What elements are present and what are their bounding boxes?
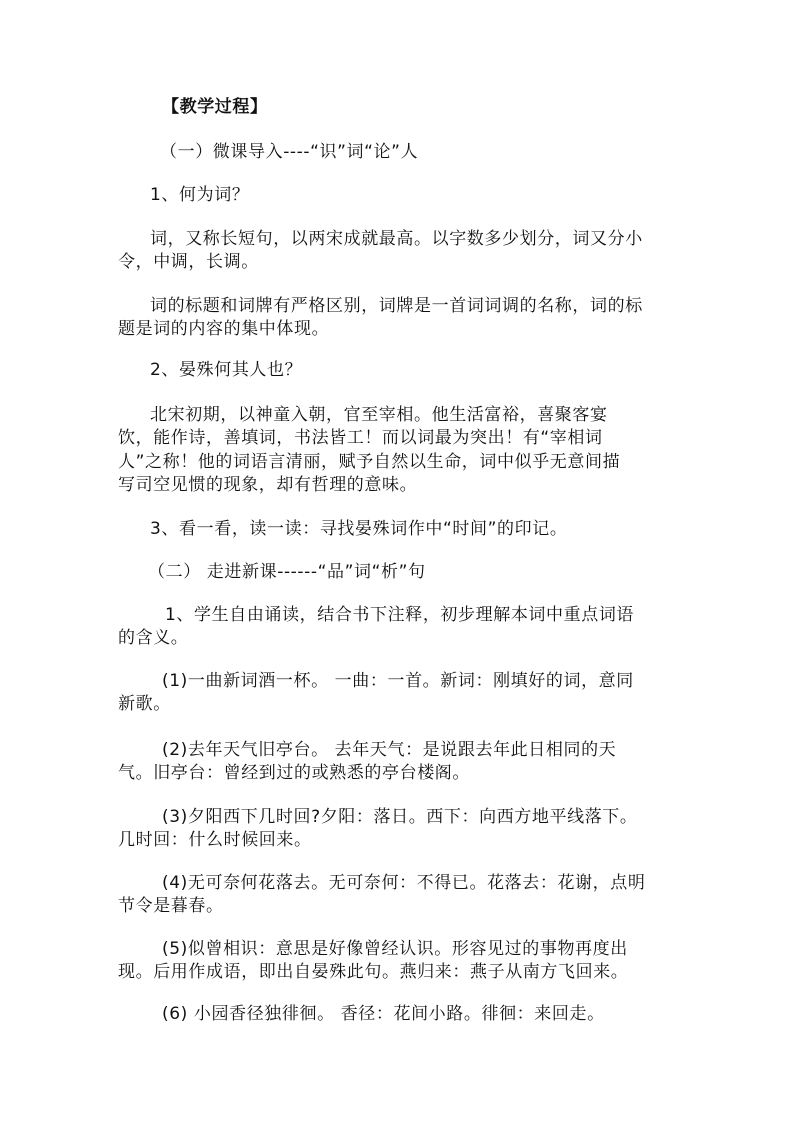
note-6-line1: (6) 小园香径独徘徊。 香径：花间小路。徘徊：来回走。 xyxy=(162,1004,605,1024)
note-1-line2: 新歌。 xyxy=(118,694,171,714)
section2-para1-line2: 的含义。 xyxy=(118,628,189,648)
para3-line2: 饮，能作诗，善填词，书法皆工！而以词最为突出！有“宰相词 xyxy=(118,428,603,448)
note-4-line2: 节令是暮春。 xyxy=(118,896,224,916)
para2-line2: 题是词的内容的集中体现。 xyxy=(118,319,330,339)
question-1: 1、何为词？ xyxy=(150,185,250,205)
note-3-line1: (3)夕阳西下几时回?夕阳：落日。西下：向西方地平线落下。 xyxy=(162,807,638,827)
para1-line1: 词，又称长短句，以两宋成就最高。以字数多少划分，词又分小 xyxy=(150,229,643,249)
section2-title: （二） 走进新课------“品”词“析”句 xyxy=(148,562,426,582)
question-2: 2、晏殊何其人也？ xyxy=(150,360,303,380)
para3-line4: 写司空见惯的现象，却有哲理的意味。 xyxy=(118,475,418,495)
section1-title: （一）微课导入----“识”词“论”人 xyxy=(160,142,419,162)
para3-line1: 北宋初期，以神童入朝，官至宰相。他生活富裕，喜聚客宴 xyxy=(150,405,608,425)
note-3-line2: 几时回：什么时候回来。 xyxy=(118,830,312,850)
note-5-line1: (5)似曾相识：意思是好像曾经认识。形容见过的事物再度出 xyxy=(162,939,628,959)
note-4-line1: (4)无可奈何花落去。无可奈何：不得已。花落去：花谢，点明 xyxy=(162,873,646,893)
section2-para1-line1: 1、学生自由诵读，结合书下注释，初步理解本词中重点词语 xyxy=(165,605,635,625)
para3-line3: 人”之称！他的词语言清丽，赋予自然以生命，词中似乎无意间描 xyxy=(118,452,621,472)
para1-line2: 令，中调，长调。 xyxy=(118,252,259,272)
question-3: 3、看一看，读一读：寻找晏殊词作中“时间”的印记。 xyxy=(150,519,568,539)
note-5-line2: 现。后用作成语，即出自晏殊此句。燕归来：燕子从南方飞回来。 xyxy=(118,962,629,982)
heading: 【教学过程】 xyxy=(162,97,268,117)
note-1-line1: (1)一曲新词酒一杯。 一曲：一首。新词：刚填好的词，意同 xyxy=(162,671,634,691)
note-2-line2: 气。旧亭台：曾经到过的或熟悉的亭台楼阁。 xyxy=(118,763,470,783)
note-2-line1: (2)去年天气旧亭台。 去年天气：是说跟去年此日相同的天 xyxy=(162,740,617,760)
para2-line1: 词的标题和词牌有严格区别，词牌是一首词词调的名称，词的标 xyxy=(150,296,643,316)
